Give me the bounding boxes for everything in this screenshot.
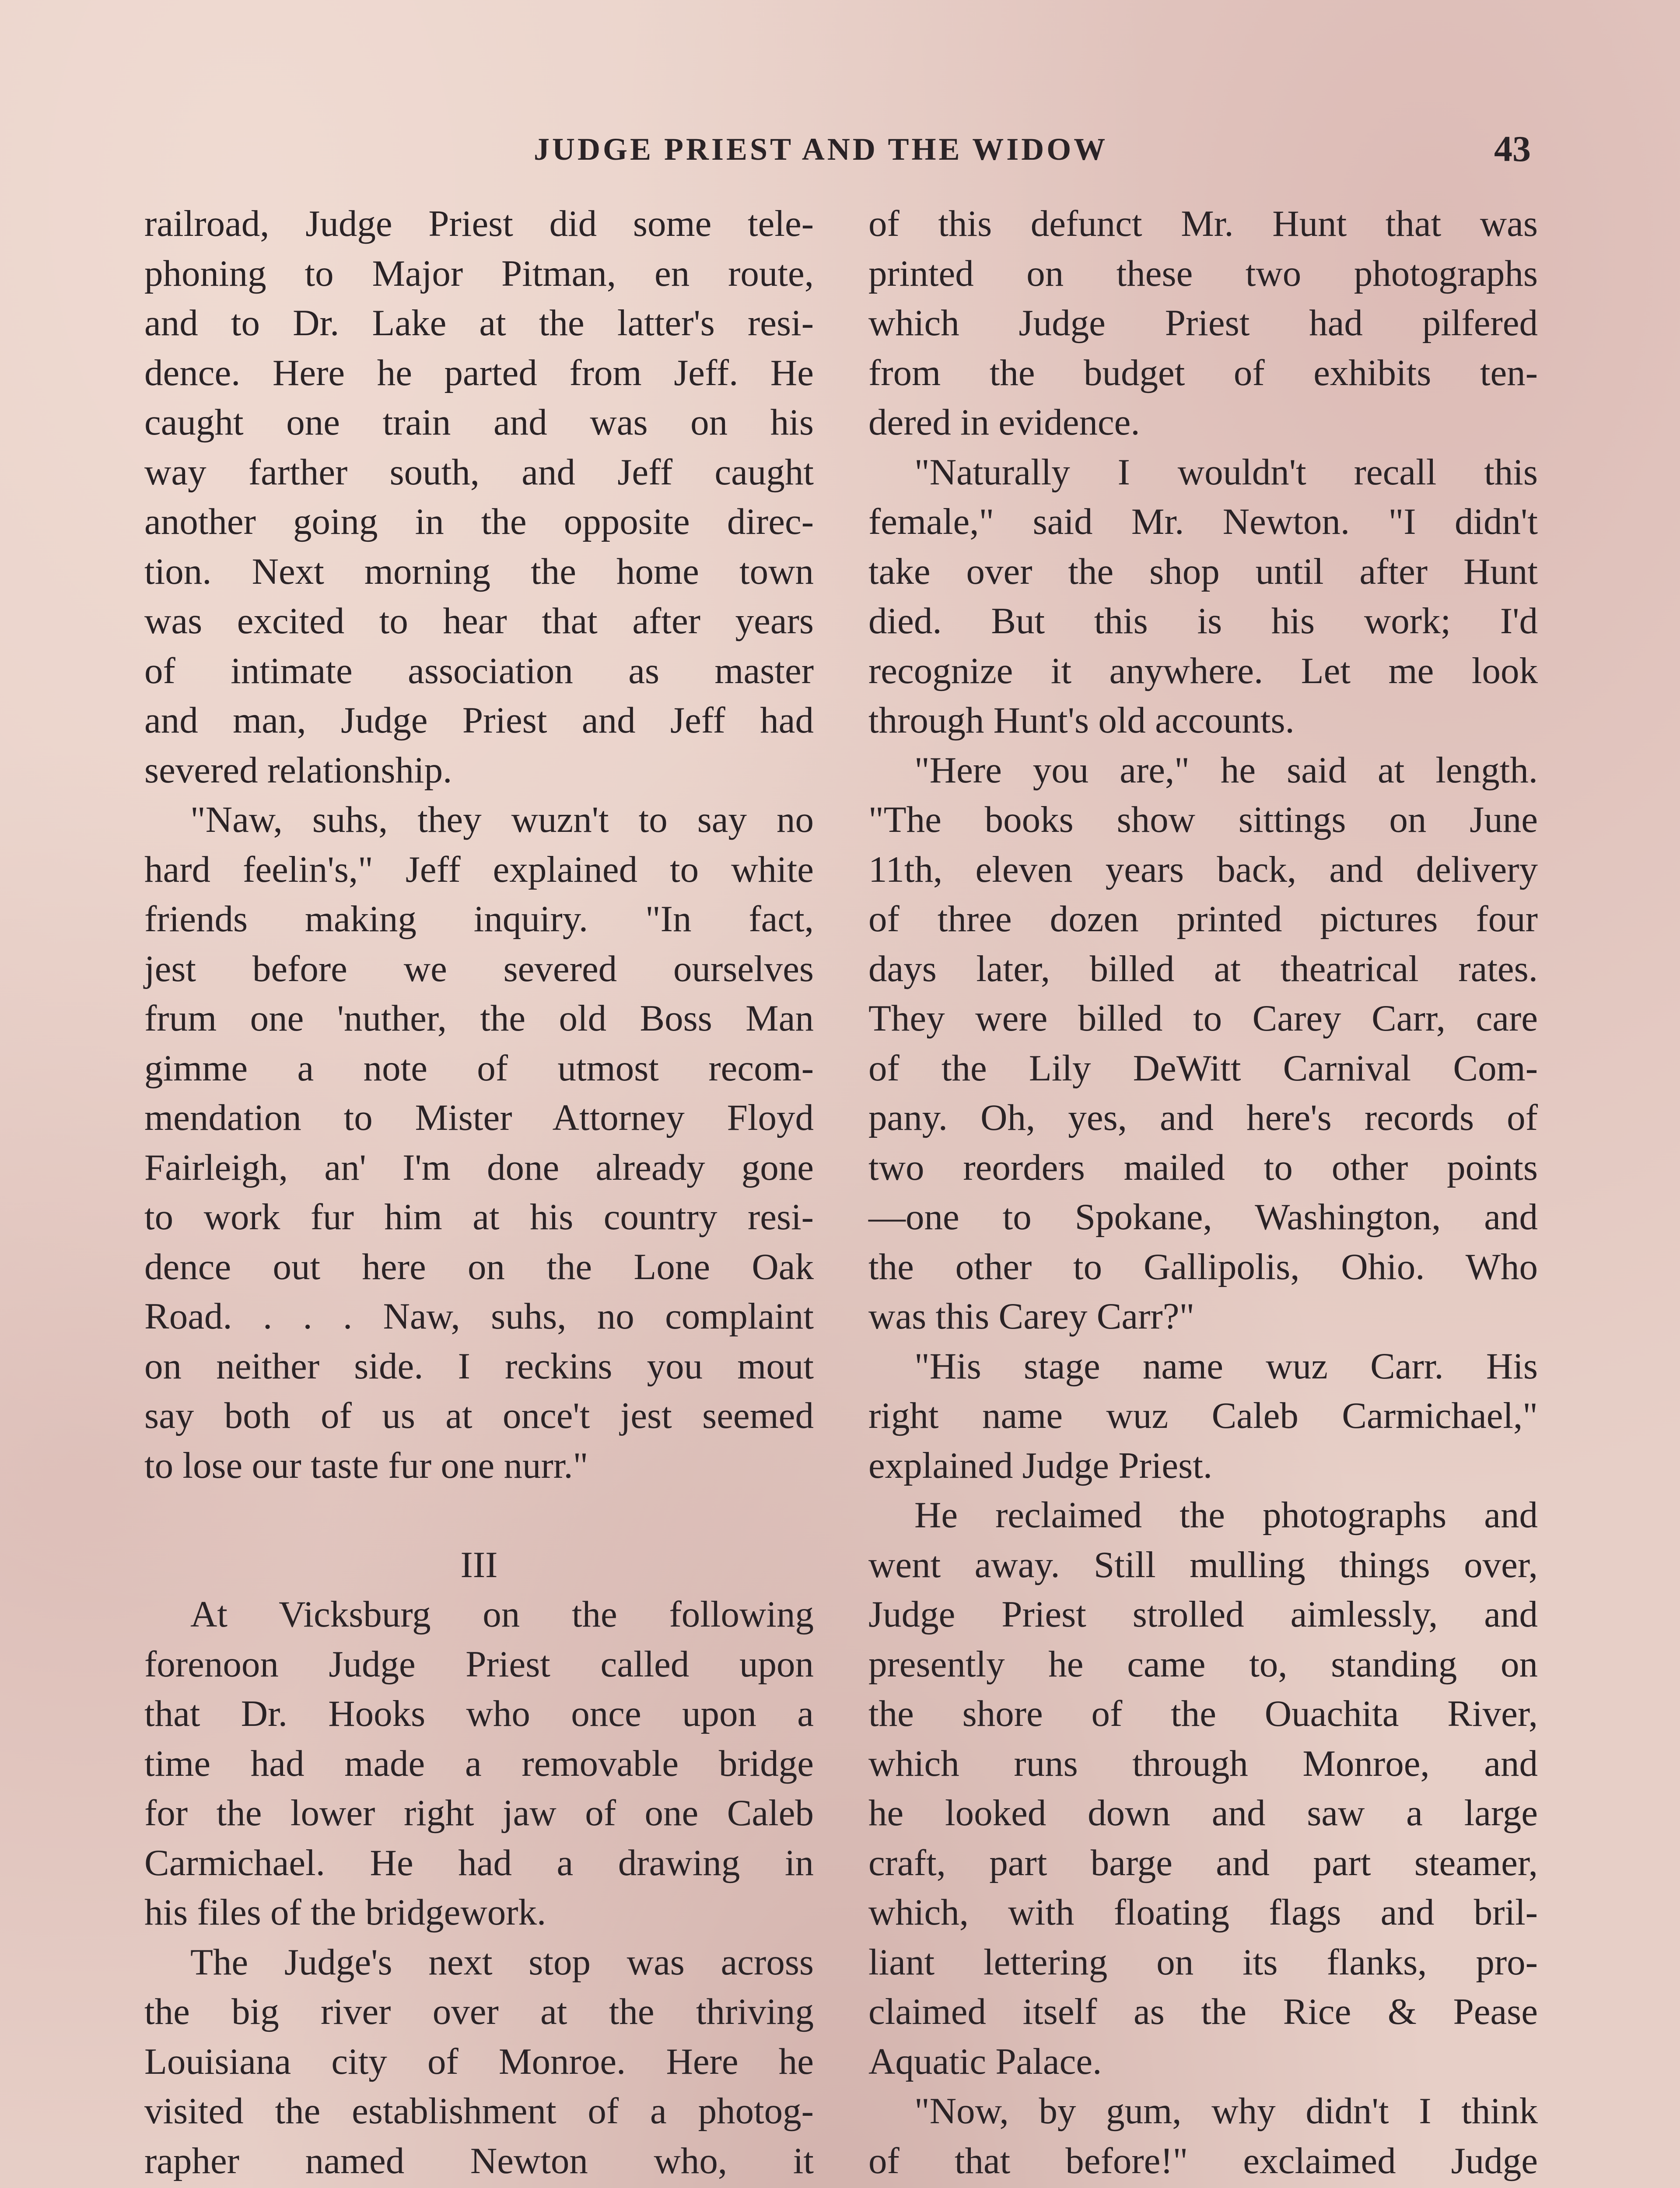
text-line: to lose our taste fur one nurr." xyxy=(144,1445,588,1486)
right-column xyxy=(868,199,1538,2188)
text-line: railroad, Judge Priest did some tele- xyxy=(144,203,814,244)
text-line: caught one train and was on his xyxy=(144,402,814,443)
text-line: from the budget of exhibits ten- xyxy=(868,352,1538,393)
text-line xyxy=(144,2186,814,2188)
text-line: dence. Here he parted from Jeff. He xyxy=(144,352,814,393)
text-line: of that before!" exclaimed Judge xyxy=(868,2140,1538,2181)
running-head: JUDGE PRIEST AND THE WIDOW xyxy=(534,132,1108,167)
text-line: The Judge's next stop was across xyxy=(190,1941,814,1983)
text-line: on neither side. I reckins you mout xyxy=(144,1345,814,1387)
text-line: the shore of the Ouachita River, xyxy=(868,1693,1538,1734)
text-line: gimme a note of utmost recom- xyxy=(144,1047,814,1089)
text-line: severed relationship. xyxy=(144,749,452,791)
text-line: that Dr. Hooks who once upon a xyxy=(144,1693,814,1734)
text-line: They were billed to Carey Carr, care xyxy=(868,998,1538,1039)
text-line: frum one 'nuther, the old Boss Man xyxy=(144,998,814,1039)
text-line: another going in the opposite direc- xyxy=(144,501,814,542)
text-line: female," said Mr. Newton. "I didn't xyxy=(868,501,1538,542)
text-line: which Judge Priest had pilfered xyxy=(868,302,1538,344)
text-line: the other to Gallipolis, Ohio. Who xyxy=(868,1246,1538,1287)
text-line: friends making inquiry. "In fact, xyxy=(144,898,814,940)
text-line: jest before we severed ourselves xyxy=(144,948,814,989)
text-line: recognize it anywhere. Let me look xyxy=(868,650,1538,691)
text-line: Aquatic Palace. xyxy=(868,2041,1102,2082)
text-line xyxy=(868,2186,1538,2188)
text-line: to work fur him at his country resi- xyxy=(144,1196,814,1238)
text-line: for the lower right jaw of one Caleb xyxy=(144,1792,814,1834)
text-line: "Naw, suhs, they wuzn't to say no xyxy=(190,799,814,840)
text-line: "Here you are," he said at length. xyxy=(914,749,1538,791)
text-line: of this defunct Mr. Hunt that was xyxy=(868,203,1538,244)
text-line: time had made a removable bridge xyxy=(144,1743,814,1784)
text-line: pany. Oh, yes, and here's records of xyxy=(868,1097,1538,1138)
text-line: died. But this is his work; I'd xyxy=(868,600,1538,642)
text-line: and to Dr. Lake at the latter's resi- xyxy=(144,302,814,344)
text-line: claimed itself as the Rice & Pease xyxy=(868,1991,1538,2032)
text-line: days later, billed at theatrical rates. xyxy=(868,948,1538,989)
text-line: explained Judge Priest. xyxy=(868,1445,1213,1486)
text-line: take over the shop until after Hunt xyxy=(868,551,1538,592)
text-line: —one to Spokane, Washington, and xyxy=(868,1196,1538,1238)
text-line: "The books show sittings on June xyxy=(868,799,1538,840)
text-line: mendation to Mister Attorney Floyd xyxy=(144,1097,814,1138)
text-line: say both of us at once't jest seemed xyxy=(144,1395,814,1436)
section-gap xyxy=(144,1490,814,1540)
text-line: dered in evidence. xyxy=(868,402,1140,443)
text-line: "His stage name wuz Carr. His xyxy=(914,1345,1538,1387)
text-line: Road. . . . Naw, suhs, no complaint xyxy=(144,1296,814,1337)
text-line: through Hunt's old accounts. xyxy=(868,700,1295,741)
text-line: hard feelin's," Jeff explained to white xyxy=(144,849,814,890)
text-line: Carmichael. He had a drawing in xyxy=(144,1842,814,1883)
text-line: and man, Judge Priest and Jeff had xyxy=(144,700,814,741)
text-line: presently he came to, standing on xyxy=(868,1643,1538,1685)
text-line: rapher named Newton who, it xyxy=(144,2140,814,2181)
text-line: which runs through Monroe, and xyxy=(868,1743,1538,1784)
text-line: printed on these two photographs xyxy=(868,252,1538,294)
text-line: phoning to Major Pitman, en route, xyxy=(144,252,814,294)
text-line: 11th, eleven years back, and delivery xyxy=(868,849,1538,890)
text-line: liant lettering on its flanks, pro- xyxy=(868,1941,1538,1983)
left-column xyxy=(144,199,814,2188)
text-line: Judge Priest strolled aimlessly, and xyxy=(868,1594,1538,1635)
page-number: 43 xyxy=(1494,129,1531,169)
text-line: which, with floating flags and bril- xyxy=(868,1892,1538,1933)
text-line: At Vicksburg on the following xyxy=(190,1594,814,1635)
text-line: was this Carey Carr?" xyxy=(868,1296,1195,1337)
text-line: visited the establishment of a photog- xyxy=(144,2090,814,2132)
text-line: went away. Still mulling things over, xyxy=(868,1544,1538,1585)
text-line: was excited to hear that after years xyxy=(144,600,814,642)
text-line: He reclaimed the photographs and xyxy=(914,1494,1538,1536)
text-line: "Now, by gum, why didn't I think xyxy=(914,2090,1538,2132)
text-line: Louisiana city of Monroe. Here he xyxy=(144,2041,814,2082)
text-line: right name wuz Caleb Carmichael," xyxy=(868,1395,1538,1436)
text-line: dence out here on the Lone Oak xyxy=(144,1246,814,1287)
text-line: two reorders mailed to other points xyxy=(868,1147,1538,1188)
text-line: of intimate association as master xyxy=(144,650,814,691)
text-line: he looked down and saw a large xyxy=(868,1792,1538,1834)
text-line: his files of the bridgework. xyxy=(144,1892,546,1933)
text-line: "Naturally I wouldn't recall this xyxy=(914,451,1538,493)
text-line: way farther south, and Jeff caught xyxy=(144,451,814,493)
text-line: forenoon Judge Priest called upon xyxy=(144,1643,814,1685)
text-line: craft, part barge and part steamer, xyxy=(868,1842,1538,1883)
text-line: of three dozen printed pictures four xyxy=(868,898,1538,940)
text-line: tion. Next morning the home town xyxy=(144,551,814,592)
text-line: the big river over at the thriving xyxy=(144,1991,814,2032)
text-line: of the Lily DeWitt Carnival Com- xyxy=(868,1047,1538,1089)
text-line: Fairleigh, an' I'm done already gone xyxy=(144,1147,814,1188)
section-heading: III xyxy=(460,1544,498,1585)
